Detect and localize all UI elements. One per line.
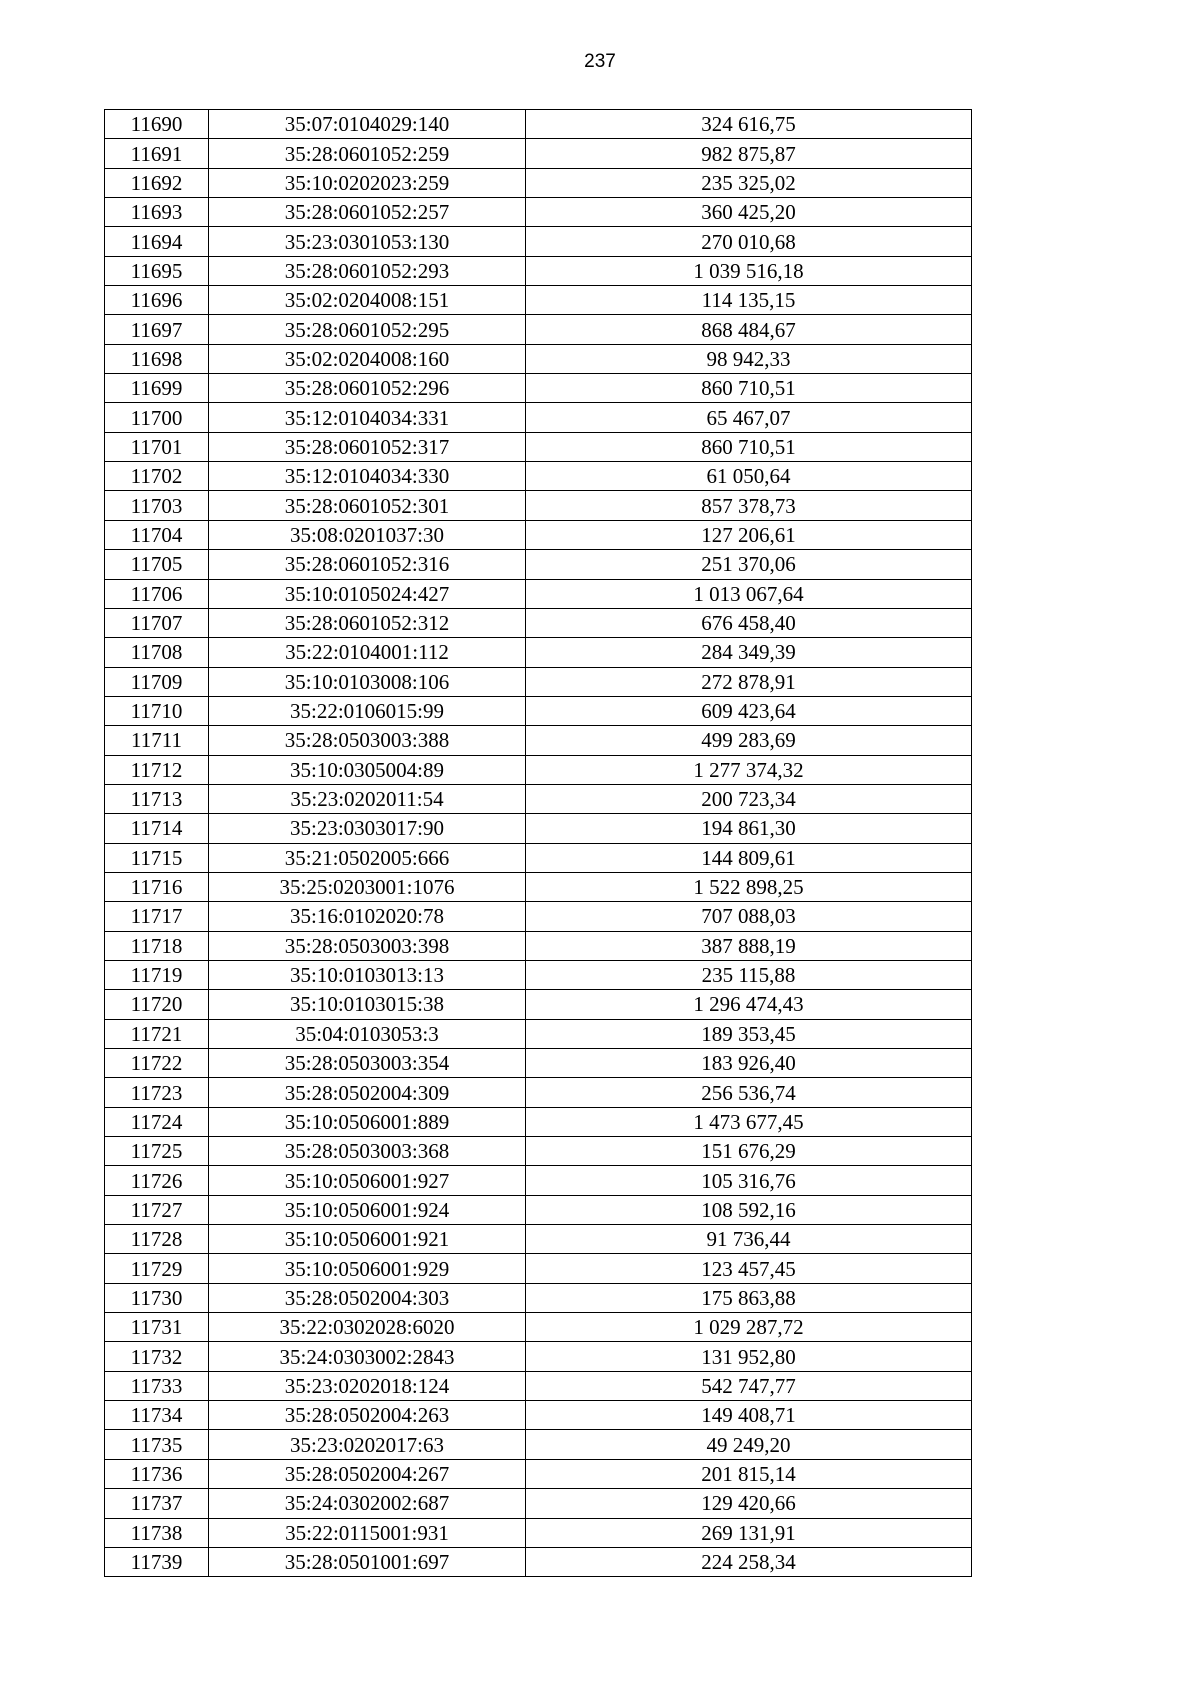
row-number-cell: 11697 [105,315,209,344]
cadastral-value-cell: 324 616,75 [526,110,972,139]
cadastral-value-cell: 65 467,07 [526,403,972,432]
cadastral-number-cell: 35:02:0204008:160 [209,344,526,373]
cadastral-number-cell: 35:23:0303017:90 [209,814,526,843]
row-number-cell: 11732 [105,1342,209,1371]
cadastral-number-cell: 35:28:0601052:301 [209,491,526,520]
table-row [105,1195,972,1224]
cadastral-number-cell: 35:28:0502004:263 [209,1401,526,1430]
table-row [105,168,972,197]
row-number-cell: 11718 [105,931,209,960]
cadastral-value-cell: 201 815,14 [526,1459,972,1488]
row-number-cell: 11695 [105,256,209,285]
cadastral-value-cell: 108 592,16 [526,1195,972,1224]
cadastral-number-cell: 35:10:0506001:927 [209,1166,526,1195]
cadastral-value-cell: 235 325,02 [526,168,972,197]
cadastral-number-cell: 35:10:0202023:259 [209,168,526,197]
row-number-cell: 11702 [105,462,209,491]
cadastral-number-cell: 35:28:0502004:309 [209,1078,526,1107]
cadastral-value-cell: 224 258,34 [526,1547,972,1576]
cadastral-number-cell: 35:28:0601052:296 [209,374,526,403]
table-row [105,667,972,696]
table-row [105,432,972,461]
cadastral-value-cell: 123 457,45 [526,1254,972,1283]
table-row [105,462,972,491]
table-row [105,1313,972,1342]
cadastral-number-cell: 35:10:0105024:427 [209,579,526,608]
table-row [105,1078,972,1107]
table-row [105,931,972,960]
table-body [105,110,972,1577]
cadastral-number-cell: 35:07:0104029:140 [209,110,526,139]
cadastral-value-cell: 1 277 374,32 [526,755,972,784]
table-row [105,1254,972,1283]
table-row [105,960,972,989]
cadastral-value-cell: 235 115,88 [526,960,972,989]
cadastral-value-cell: 857 378,73 [526,491,972,520]
page-number: 237 [584,51,616,72]
row-number-cell: 11722 [105,1049,209,1078]
row-number-cell: 11737 [105,1489,209,1518]
cadastral-number-cell: 35:28:0502004:267 [209,1459,526,1488]
row-number-cell: 11700 [105,403,209,432]
cadastral-number-cell: 35:24:0302002:687 [209,1489,526,1518]
row-number-cell: 11730 [105,1283,209,1312]
table-row [105,1371,972,1400]
row-number-cell: 11708 [105,638,209,667]
cadastral-value-cell: 127 206,61 [526,520,972,549]
cadastral-value-cell: 609 423,64 [526,696,972,725]
cadastral-value-cell: 1 473 677,45 [526,1107,972,1136]
row-number-cell: 11712 [105,755,209,784]
table-row [105,1137,972,1166]
row-number-cell: 11690 [105,110,209,139]
row-number-cell: 11691 [105,139,209,168]
row-number-cell: 11739 [105,1547,209,1576]
cadastral-number-cell: 35:28:0601052:259 [209,139,526,168]
cadastral-value-cell: 868 484,67 [526,315,972,344]
cadastral-number-cell: 35:28:0601052:312 [209,608,526,637]
cadastral-number-cell: 35:22:0302028:6020 [209,1313,526,1342]
cadastral-number-cell: 35:10:0103015:38 [209,990,526,1019]
cadastral-number-cell: 35:23:0202011:54 [209,784,526,813]
cadastral-number-cell: 35:25:0203001:1076 [209,872,526,901]
cadastral-value-cell: 151 676,29 [526,1137,972,1166]
table-row [105,139,972,168]
table-row [105,286,972,315]
table-row [105,520,972,549]
cadastral-number-cell: 35:10:0506001:921 [209,1225,526,1254]
table-row [105,1342,972,1371]
table-row [105,1547,972,1576]
table-row [105,256,972,285]
cadastral-value-table [104,109,972,1577]
cadastral-value-cell: 183 926,40 [526,1049,972,1078]
cadastral-value-cell: 860 710,51 [526,374,972,403]
cadastral-number-cell: 35:23:0301053:130 [209,227,526,256]
table-row [105,1518,972,1547]
row-number-cell: 11723 [105,1078,209,1107]
row-number-cell: 11734 [105,1401,209,1430]
cadastral-value-cell: 98 942,33 [526,344,972,373]
table-row [105,1430,972,1459]
row-number-cell: 11701 [105,432,209,461]
cadastral-value-cell: 144 809,61 [526,843,972,872]
row-number-cell: 11709 [105,667,209,696]
table-row [105,491,972,520]
cadastral-number-cell: 35:21:0502005:666 [209,843,526,872]
cadastral-value-cell: 1 029 287,72 [526,1313,972,1342]
cadastral-number-cell: 35:28:0503003:398 [209,931,526,960]
cadastral-number-cell: 35:10:0506001:929 [209,1254,526,1283]
table-row [105,784,972,813]
cadastral-value-cell: 542 747,77 [526,1371,972,1400]
cadastral-value-cell: 707 088,03 [526,902,972,931]
cadastral-number-cell: 35:28:0503003:354 [209,1049,526,1078]
row-number-cell: 11719 [105,960,209,989]
cadastral-number-cell: 35:22:0106015:99 [209,696,526,725]
row-number-cell: 11720 [105,990,209,1019]
cadastral-number-cell: 35:12:0104034:330 [209,462,526,491]
cadastral-value-cell: 387 888,19 [526,931,972,960]
cadastral-number-cell: 35:28:0501001:697 [209,1547,526,1576]
cadastral-number-cell: 35:08:0201037:30 [209,520,526,549]
row-number-cell: 11725 [105,1137,209,1166]
table-row [105,344,972,373]
row-number-cell: 11733 [105,1371,209,1400]
row-number-cell: 11714 [105,814,209,843]
table-row [105,608,972,637]
row-number-cell: 11705 [105,550,209,579]
cadastral-number-cell: 35:04:0103053:3 [209,1019,526,1048]
table-row [105,198,972,227]
table-row [105,872,972,901]
cadastral-value-cell: 860 710,51 [526,432,972,461]
cadastral-number-cell: 35:28:0601052:293 [209,256,526,285]
table-row [105,814,972,843]
cadastral-value-cell: 129 420,66 [526,1489,972,1518]
cadastral-number-cell: 35:28:0601052:295 [209,315,526,344]
cadastral-number-cell: 35:12:0104034:331 [209,403,526,432]
table-row [105,843,972,872]
cadastral-number-cell: 35:10:0506001:924 [209,1195,526,1224]
table-row [105,696,972,725]
row-number-cell: 11724 [105,1107,209,1136]
table-row [105,755,972,784]
row-number-cell: 11699 [105,374,209,403]
cadastral-value-cell: 200 723,34 [526,784,972,813]
cadastral-value-cell: 131 952,80 [526,1342,972,1371]
cadastral-number-cell: 35:28:0601052:257 [209,198,526,227]
cadastral-value-cell: 1 296 474,43 [526,990,972,1019]
cadastral-number-cell: 35:24:0303002:2843 [209,1342,526,1371]
cadastral-number-cell: 35:16:0102020:78 [209,902,526,931]
cadastral-value-cell: 91 736,44 [526,1225,972,1254]
cadastral-value-cell: 676 458,40 [526,608,972,637]
cadastral-number-cell: 35:10:0103008:106 [209,667,526,696]
cadastral-number-cell: 35:23:0202017:63 [209,1430,526,1459]
cadastral-number-cell: 35:10:0506001:889 [209,1107,526,1136]
table-row [105,726,972,755]
cadastral-value-cell: 270 010,68 [526,227,972,256]
table-row [105,1225,972,1254]
cadastral-value-cell: 256 536,74 [526,1078,972,1107]
cadastral-value-cell: 284 349,39 [526,638,972,667]
table-row [105,1107,972,1136]
table-row [105,1049,972,1078]
cadastral-number-cell: 35:23:0202018:124 [209,1371,526,1400]
row-number-cell: 11706 [105,579,209,608]
table-row [105,902,972,931]
row-number-cell: 11693 [105,198,209,227]
row-number-cell: 11694 [105,227,209,256]
cadastral-value-cell: 251 370,06 [526,550,972,579]
cadastral-value-cell: 189 353,45 [526,1019,972,1048]
table-row [105,374,972,403]
table-row [105,579,972,608]
cadastral-value-cell: 269 131,91 [526,1518,972,1547]
cadastral-value-cell: 49 249,20 [526,1430,972,1459]
cadastral-number-cell: 35:28:0601052:317 [209,432,526,461]
table-row [105,315,972,344]
cadastral-number-cell: 35:02:0204008:151 [209,286,526,315]
row-number-cell: 11698 [105,344,209,373]
table-row [105,227,972,256]
cadastral-value-cell: 175 863,88 [526,1283,972,1312]
table-row [105,1489,972,1518]
cadastral-number-cell: 35:10:0103013:13 [209,960,526,989]
cadastral-number-cell: 35:22:0104001:112 [209,638,526,667]
cadastral-number-cell: 35:28:0502004:303 [209,1283,526,1312]
table-row [105,1166,972,1195]
cadastral-number-cell: 35:10:0305004:89 [209,755,526,784]
cadastral-value-cell: 1 522 898,25 [526,872,972,901]
row-number-cell: 11738 [105,1518,209,1547]
table-row [105,550,972,579]
table-row [105,1401,972,1430]
row-number-cell: 11715 [105,843,209,872]
cadastral-value-cell: 272 878,91 [526,667,972,696]
cadastral-value-cell: 194 861,30 [526,814,972,843]
row-number-cell: 11707 [105,608,209,637]
cadastral-value-cell: 1 039 516,18 [526,256,972,285]
cadastral-number-cell: 35:28:0503003:388 [209,726,526,755]
row-number-cell: 11713 [105,784,209,813]
row-number-cell: 11703 [105,491,209,520]
row-number-cell: 11731 [105,1313,209,1342]
table-row [105,1019,972,1048]
table-row [105,110,972,139]
cadastral-value-cell: 499 283,69 [526,726,972,755]
row-number-cell: 11704 [105,520,209,549]
cadastral-value-cell: 114 135,15 [526,286,972,315]
cadastral-value-cell: 61 050,64 [526,462,972,491]
table-row [105,403,972,432]
row-number-cell: 11711 [105,726,209,755]
row-number-cell: 11726 [105,1166,209,1195]
cadastral-value-cell: 982 875,87 [526,139,972,168]
cadastral-number-cell: 35:28:0601052:316 [209,550,526,579]
cadastral-value-cell: 360 425,20 [526,198,972,227]
row-number-cell: 11736 [105,1459,209,1488]
row-number-cell: 11721 [105,1019,209,1048]
row-number-cell: 11735 [105,1430,209,1459]
row-number-cell: 11716 [105,872,209,901]
table-row [105,638,972,667]
row-number-cell: 11692 [105,168,209,197]
cadastral-value-cell: 149 408,71 [526,1401,972,1430]
row-number-cell: 11717 [105,902,209,931]
cadastral-value-cell: 105 316,76 [526,1166,972,1195]
row-number-cell: 11696 [105,286,209,315]
row-number-cell: 11727 [105,1195,209,1224]
row-number-cell: 11710 [105,696,209,725]
cadastral-value-cell: 1 013 067,64 [526,579,972,608]
row-number-cell: 11728 [105,1225,209,1254]
table-row [105,990,972,1019]
table-row [105,1283,972,1312]
row-number-cell: 11729 [105,1254,209,1283]
cadastral-number-cell: 35:28:0503003:368 [209,1137,526,1166]
cadastral-number-cell: 35:22:0115001:931 [209,1518,526,1547]
table-row [105,1459,972,1488]
